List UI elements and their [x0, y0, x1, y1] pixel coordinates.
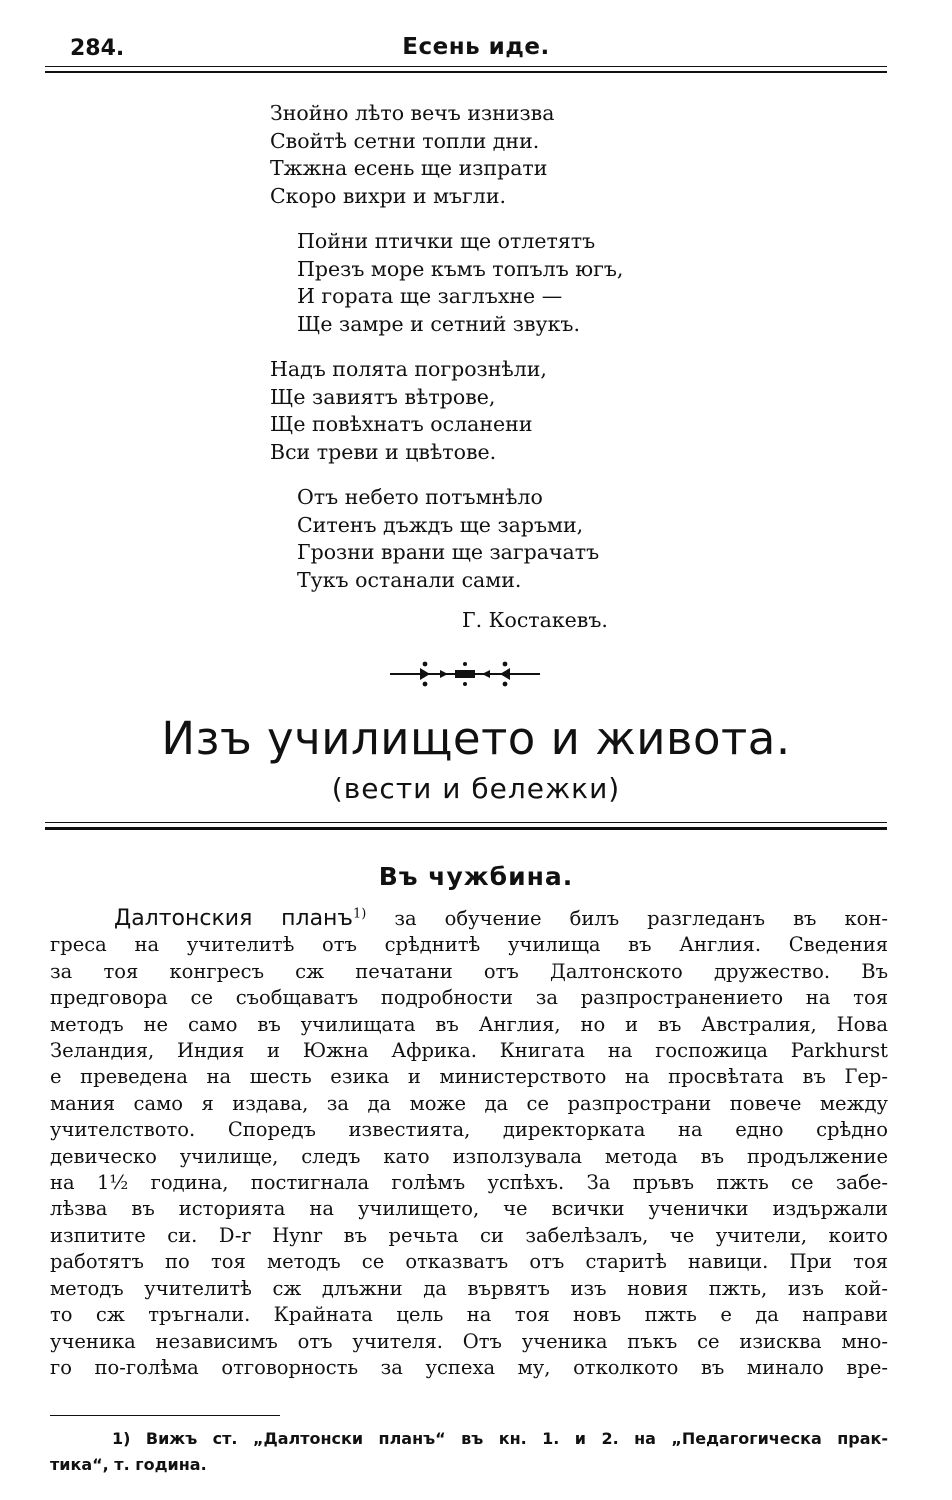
article-line: е преведена на шесть езика и министерството на просвѣтата въ Гер- — [50, 1065, 888, 1089]
article-line: учителството. Споредъ известията, директорката на едно срѣдно — [50, 1118, 888, 1142]
article-line: го по-голѣма отговорность за успеха му, отколкото въ минало вре- — [50, 1355, 888, 1379]
poem-line: Знойно лѣто вечъ изнизва — [270, 101, 555, 125]
poem-line: Вси треви и цвѣтове. — [270, 439, 497, 464]
poem-line: Ще завиятъ вѣтрове, — [270, 384, 496, 409]
article-line: работятъ по тоя методъ се отказватъ отъ старитѣ навици. При тоя — [50, 1250, 888, 1274]
section-rule-thick — [45, 827, 887, 830]
poem-stanza — [270, 100, 730, 210]
article-line: лѣзва въ историята на училището, че всички ученички издържали — [50, 1197, 888, 1221]
poem-line: Презъ море къмъ топълъ югъ, — [297, 256, 624, 281]
article-line: за тоя конгресъ сж печатани отъ Далтонското дружество. Въ — [50, 959, 888, 983]
article-line: предговора се съобщаватъ подробности за разпространението на тоя — [50, 986, 888, 1010]
article-line — [50, 906, 888, 932]
article-line: Зеландия, Индия и Южна Африка. Книгата на госпожица Parkhurst — [50, 1039, 888, 1063]
article-line-text: за обучение билъ разгледанъ въ кон- — [366, 907, 888, 930]
article-line: изпитите си. D-r Hynr въ речьта си забелѣзалъ, че учители, които — [50, 1223, 888, 1247]
section-subtitle: (вести и бележки) — [331, 772, 621, 805]
poem-line: И гората ще заглъхне — — [297, 284, 563, 308]
footnote-line: тика“, т. година. — [50, 1455, 207, 1474]
article-line: то сж тръгнали. Крайната цель на тоя новъ пжть е да направи — [50, 1303, 888, 1327]
article-line: девическо училище, следъ като използувала метода въ продължение — [50, 1144, 888, 1168]
article-line: мания само я издава, за да може да се разпространи повече между — [50, 1091, 888, 1115]
article-line: методъ учителитѣ сж длъжни да вървятъ изъ новия пжть, изъ кой- — [50, 1276, 888, 1300]
poem-line: Скоро вихри и мъгли. — [270, 183, 507, 208]
page-number: 284. — [70, 36, 125, 61]
poem-line: Ще повѣхнатъ осланени — [270, 412, 533, 436]
footnote-reference: 1) — [352, 906, 367, 922]
article-line: греса на учителитѣ отъ срѣднитѣ училища въ Англия. Сведения — [50, 933, 888, 957]
article-lead-in: Далтонския планъ — [114, 906, 353, 931]
subsection-heading: Въ чужбина. — [378, 862, 574, 891]
poem-line: Тжжна есень ще изпрати — [270, 156, 548, 180]
article-line: на 1½ година, постигнала голѣмъ успѣхъ. За пръвъ пжть се забе- — [50, 1171, 888, 1195]
poem-stanza — [270, 484, 730, 594]
poem-signature: Г. Костакевъ. — [462, 608, 608, 632]
poem-line: Надъ полята погрознѣли, — [270, 357, 547, 381]
article-body — [50, 906, 888, 1381]
poem-stanza — [270, 356, 730, 466]
poem-stanza — [270, 228, 730, 338]
header-rule — [45, 66, 887, 67]
footnote-line: 1) Вижъ ст. „Далтонски планъ“ въ кн. 1. и 2. на „Педагогическа прак- — [112, 1429, 888, 1448]
header-rule-thick — [45, 71, 887, 73]
article-line: ученика независимъ отъ учителя. Отъ ученика пъкъ се изисква мно- — [50, 1329, 888, 1353]
poem-line: Ще замре и сетний звукъ. — [297, 311, 580, 336]
poem-line: Ситенъ дъждъ ще заръми, — [297, 512, 584, 537]
ornament-divider — [380, 656, 550, 692]
section-rule — [45, 822, 887, 823]
section-title: Изъ училището и живота. — [161, 712, 791, 765]
poem-line: Отъ небето потъмнѣло — [297, 485, 543, 509]
footnote — [50, 1426, 888, 1478]
poem-line: Тукъ останали сами. — [297, 567, 522, 592]
poem-line: Грозни врани ще заграчатъ — [297, 540, 600, 564]
poem — [270, 100, 730, 612]
poem-line: Свойтѣ сетни топли дни. — [270, 128, 540, 153]
article-line: методъ не само въ училищата въ Англия, но и въ Австралия, Нова — [50, 1012, 888, 1036]
footnote-rule — [50, 1415, 280, 1416]
running-title: Есень иде. — [402, 34, 550, 60]
poem-line: Пойни птички ще отлетятъ — [297, 229, 596, 253]
